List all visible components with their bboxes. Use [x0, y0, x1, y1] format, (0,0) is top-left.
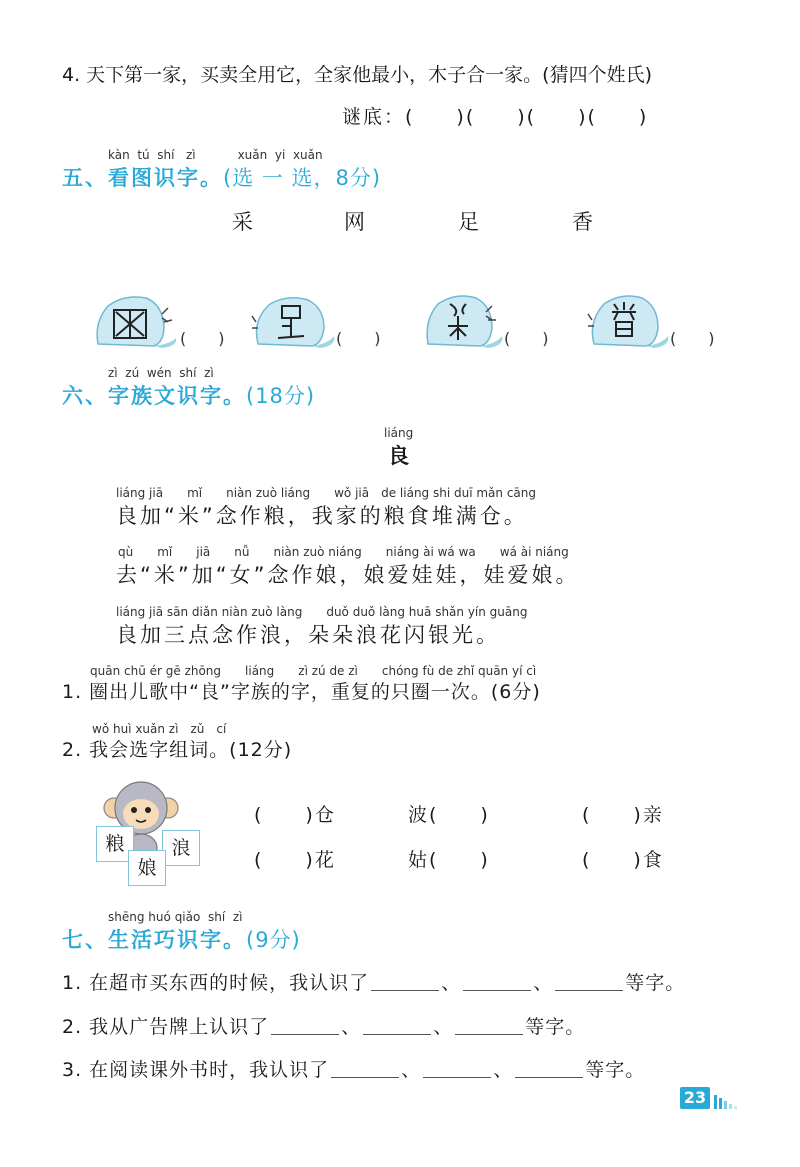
q2-pinyin: wǒ huì xuǎn zì zǔ cí [92, 722, 227, 736]
page-number: 23 [680, 1087, 710, 1109]
answer-paren-4[interactable]: ( ) [670, 329, 715, 348]
answer-paren-2[interactable]: ( ) [336, 329, 381, 348]
monkey-illustration [92, 778, 202, 890]
center-char: 良 [388, 444, 409, 468]
word-slot-3[interactable]: ( )亲 [582, 804, 664, 826]
word-card-lang[interactable]: 浪 [162, 830, 200, 866]
poem-line-3-pinyin: liáng jiā sān diǎn niàn zuò làng duǒ duǒ làng huā shǎn yín guāng [116, 605, 528, 619]
choice-char-1: 采 [232, 210, 256, 234]
blank-2c[interactable] [455, 1016, 523, 1035]
poem-line-2-pinyin: qù mǐ jiā nǚ niàn zuò niáng niáng ài wá wa wá ài niáng [118, 545, 569, 559]
word-card-niang[interactable]: 娘 [128, 850, 166, 886]
blank-3b[interactable] [423, 1059, 491, 1078]
word-slot-4[interactable]: ( )花 [254, 849, 336, 871]
sec6-title: 六、字族文识字。(18分) [62, 384, 316, 408]
blank-3a[interactable] [331, 1059, 399, 1078]
word-slot-1[interactable]: ( )仓 [254, 804, 336, 826]
ancient-cai-glyph-icon [420, 290, 510, 350]
sec5-pinyin: kàn tú shí zì xuǎn yi xuǎn [108, 148, 323, 162]
sec7-item-1: 1. 在超市买东西的时候，我认识了 、 、 等字。 [62, 972, 686, 994]
sec7-item-2: 2. 我从广告牌上认识了 、 、 等字。 [62, 1016, 586, 1038]
ancient-zu-glyph-icon [248, 292, 338, 350]
sec5-title: 五、看图识字。(选 一 选，8分) [62, 166, 382, 190]
sec7-pinyin: shēng huó qiǎo shí zì [108, 910, 243, 924]
sec7-item-3: 3. 在阅读课外书时，我认识了 、 、 等字。 [62, 1059, 646, 1081]
word-slot-6[interactable]: ( )食 [582, 849, 664, 871]
q1-pinyin: quān chū ér gē zhōng liáng zì zú de zì chóng fù de zhǐ quān yí cì [90, 664, 537, 678]
sec7-title: 七、生活巧识字。(9分) [62, 928, 301, 952]
blank-1c[interactable] [555, 972, 623, 991]
center-pinyin: liáng [384, 426, 414, 440]
riddle-question: 4. 天下第一家，买卖全用它，全家他最小，木子合一家。(猜四个姓氏) [62, 64, 652, 86]
blank-2b[interactable] [363, 1016, 431, 1035]
poem-line-1-pinyin: liáng jiā mǐ niàn zuò liáng wǒ jiā de liáng shi duī mǎn cāng [116, 486, 537, 500]
word-slot-2[interactable]: 波( ) [408, 804, 490, 826]
riddle-answer-line: 谜底：( )( )( )( ) [342, 106, 649, 128]
blank-3c[interactable] [515, 1059, 583, 1078]
q2-text: 2. 我会选字组词。(12分) [62, 739, 293, 761]
ancient-wang-glyph-icon [92, 292, 182, 350]
word-slot-5[interactable]: 姑( ) [408, 849, 490, 871]
sec6-pinyin: zì zú wén shí zì [108, 366, 214, 380]
choice-char-2: 网 [344, 210, 368, 234]
word-card-liang[interactable]: 粮 [96, 826, 134, 862]
answer-paren-3[interactable]: ( ) [504, 329, 549, 348]
poem-line-1: 良加“米”念作粮，我家的粮食堆满仓。 [116, 504, 528, 528]
blank-1b[interactable] [463, 972, 531, 991]
choice-char-3: 足 [458, 210, 482, 234]
answer-paren-1[interactable]: ( ) [180, 329, 225, 348]
poem-line-2: 去“米”加“女”念作娘，娘爱娃娃，娃爱娘。 [116, 563, 580, 587]
choice-char-4: 香 [572, 210, 596, 234]
blank-2a[interactable] [271, 1016, 339, 1035]
q1-text: 1. 圈出儿歌中“良”字族的字，重复的只圈一次。(6分) [62, 681, 541, 703]
poem-line-3: 良加三点念作浪，朵朵浪花闪银光。 [116, 623, 500, 647]
blank-1a[interactable] [371, 972, 439, 991]
page-bars-icon [714, 1093, 742, 1113]
ancient-xiang-glyph-icon [584, 290, 674, 350]
